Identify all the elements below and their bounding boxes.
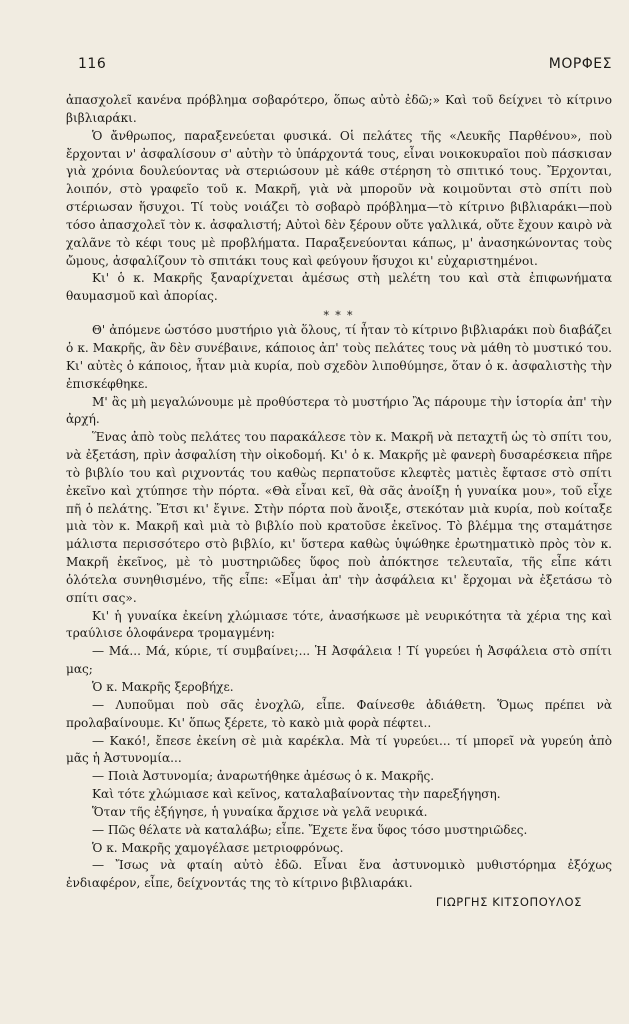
- paragraph: ἀπασχολεῖ κανένα πρόβλημα σοβαρότερο, ὅπως αὐτὸ ἐδῶ;» Καὶ τοῦ δείχνει τὸ κίτρινο βιβλιαράκι.: [66, 93, 612, 125]
- paragraph: Ἕνας ἀπὸ τοὺς πελάτες του παρακάλεσε τὸν κ. Μακρῆ νὰ πεταχτῆ ὡς τὸ σπίτι του, νὰ ἐξετάση, πρὶν ἀσφαλίση τὴν οἰκοδομή. Κι' ὁ κ. Μακρῆς μὲ φανερὴ δυσαρέσκεια πῆρε τὸ βιβλίο του καὶ ριχνοντάς του καθὼς περπατοῦσε κλεφτὲς ματιὲς ἔφτασε στὸ σπίτι ἐκεῖνο καὶ χτύπησε τὴν πόρτα. «Θὰ εἶναι κεῖ, θὰ σᾶς ἀνοίξη ἡ γυναίκα μου», τοῦ εἶχε πῆ ὁ πελάτης. Ἔτσι κι' ἔγινε. Στὴν πόρτα ποὺ ἄνοιξε, στεκόταν μιὰ κυρία, ποὺ κοίταξε μιὰ τὸν κ. Μακρῆ καὶ μιὰ τὸ βιβλίο ποὺ κρατοῦσε ἐκεῖνος. Τὸ βλέμμα της σταμάτησε μάλιστα περισσότερο στὸ βιβλίο, κι' ὕστερα καθὼς ὑψώθηκε ἐρωτηματικὸ πρὸς τὸν κ. Μακρῆ ἐκεῖνος, μὲ τὸ μυστηριῶδες ὕφος ποὺ ἀπόκτησε τελευταῖα, τῆς εἶπε κάτι ὁλότελα συνηθισμένο, τῆς εἶπε: «Εἶμαι ἀπ' τὴν ἀσφάλεια κι' ἔρχομαι νὰ ἐξετάσω τὸ σπίτι σας».: [66, 430, 612, 605]
- paragraph: Καὶ τότε χλώμιασε καὶ κεῖνος, καταλαβαίνοντας τὴν παρεξήγηση.: [92, 787, 501, 802]
- paragraph: Ὁ κ. Μακρῆς χαμογέλασε μετριοφρόνως.: [92, 840, 344, 855]
- paragraph: Θ' ἀπόμενε ὡστόσο μυστήριο γιὰ ὅλους, τί ἦταν τὸ κίτρινο βιβλιαράκι ποὺ διαβάζει ὁ κ. Μακρῆς, ἂν δὲν συνέβαινε, κάποιος ἀπ' τοὺς πελάτες τους νὰ μάθη τὸ μυστικό του. Κι' αὐτὲς ὁ κάποιος, ἦταν μιὰ κυρία, ποὺ σχεδὸν λιποθύμησε, ὅταν ὁ κ. ἀσφαλιστὴς τὴν ἐπισκέφθηκε.: [66, 323, 612, 391]
- paragraph: Ὅταν τῆς ἐξήγησε, ἡ γυναίκα ἄρχισε νὰ γελᾶ νευρικά.: [92, 804, 428, 819]
- paragraph: — Κακό!, ἔπεσε ἐκείνη σὲ μιὰ καρέκλα. Μὰ τί γυρεύει... τί μπορεῖ νὰ γυρεύη ἀπὸ μᾶς ἡ Ἀστυνομία...: [66, 733, 612, 766]
- paragraph: Κι' ὁ κ. Μακρῆς ξαναρίχνεται ἀμέσως στὴ μελέτη του καὶ στὰ ἐπιφωνήματα θαυμασμοῦ καὶ ἀπορίας.: [66, 271, 612, 304]
- paragraph: Κι' ἡ γυναίκα ἐκείνη χλώμιασε τότε, ἀνασήκωσε μὲ νευρικότητα τὰ χέρια της καὶ τραύλισε ὁλοφάνερα τρομαγμένη:: [66, 608, 612, 641]
- paragraph: Μ' ἂς μὴ μεγαλώνουμε μὲ προθύστερα τὸ μυστήριο Ἂς πάρουμε τὴν ἱστορία ἀπ' τὴν ἀρχή.: [66, 394, 612, 427]
- paragraph: — Ἴσως νὰ φταίη αὐτὸ ἐδῶ. Εἶναι ἕνα ἀστυνομικὸ μυθιστόρημα ἐξόχως ἐνδιαφέρον, εἶπε, δείχνοντάς της τὸ κίτρινο βιβλιαράκι.: [66, 858, 612, 891]
- section-separator: * * *: [323, 309, 355, 323]
- author-signature: ΓΙΩΡΓΗΣ ΚΙΤΣΟΠΟΥΛΟΣ: [435, 895, 582, 910]
- paragraph: Ὁ ἄνθρωπος, παραξενεύεται φυσικά. Οἱ πελάτες τῆς «Λευκῆς Παρθένου», ποὺ ἔρχονται ν' ἀσφαλίσουν σ' αὐτὴν τὸ ὑπάρχοντά τους, εἶναι νοικοκυραῖοι ποὺ πάσκισαν γιὰ χρόνια δουλεύοντας νὰ στεριώσουν μὲ κάθε στέρηση τὸ σπιτικό τους. Ἔρχονται, λοιπόν, στὸ γραφεῖο τοῦ κ. Μακρῆ, γιὰ νὰ μποροῦν νὰ κοιμοῦνται στὸ σπίτι ποὺ στέριωσαν ἥσυχοι. Τί τοὺς νοιάζει τὸ σοβαρὸ πρόβλημα—τὸ κίτρινο βιβλιαράκι—ποὺ τόσο ἀπασχολεῖ τὸν κ. ἀσφαλιστή; Αὐτοὶ δὲν ξέρουν οὔτε γαλλικά, οὔτε ἔχουν καιρὸ νὰ χαλᾶνε τὸ κέφι τους μὲ προβλήματα. Παραξενεύονται κάπως, μ' ἀνασηκώνοντας τοὺς ὤμους, ἀσφαλίζουν τὸ σπιτάκι τους καὶ φεύγουν ἥσυχοι κι' εὐχαριστημένοι.: [66, 128, 612, 268]
- paragraph: — Πῶς θέλατε νὰ καταλάβω; εἶπε. Ἔχετε ἕνα ὕφος τόσο μυστηριῶδες.: [92, 822, 528, 837]
- journal-title: ΜΟΡΦΕΣ: [548, 56, 612, 72]
- paragraph: Ὁ κ. Μακρῆς ξεροβήχε.: [92, 680, 234, 694]
- page-number: 116: [78, 56, 107, 72]
- page-header: [78, 56, 612, 72]
- paragraph: — Ποιὰ Ἀστυνομία; ἀναρωτήθηκε ἀμέσως ὁ κ. Μακρῆς.: [92, 769, 435, 784]
- paragraph: — Μά... Μά, κύριε, τί συμβαίνει;... Ἡ Ἀσφάλεια ! Τί γυρεύει ἡ Ἀσφάλεια στὸ σπίτι μας;: [66, 644, 612, 677]
- article-body: [66, 92, 612, 912]
- paragraph: — Λυποῦμαι ποὺ σᾶς ἐνοχλῶ, εἶπε. Φαίνεσθε ἀδιάθετη. Ὅμως πρέπει νὰ προλαβαίνουμε. Κι' ὅπως ξέρετε, τὸ κακὸ μιὰ φορὰ πέφτει..: [66, 697, 612, 730]
